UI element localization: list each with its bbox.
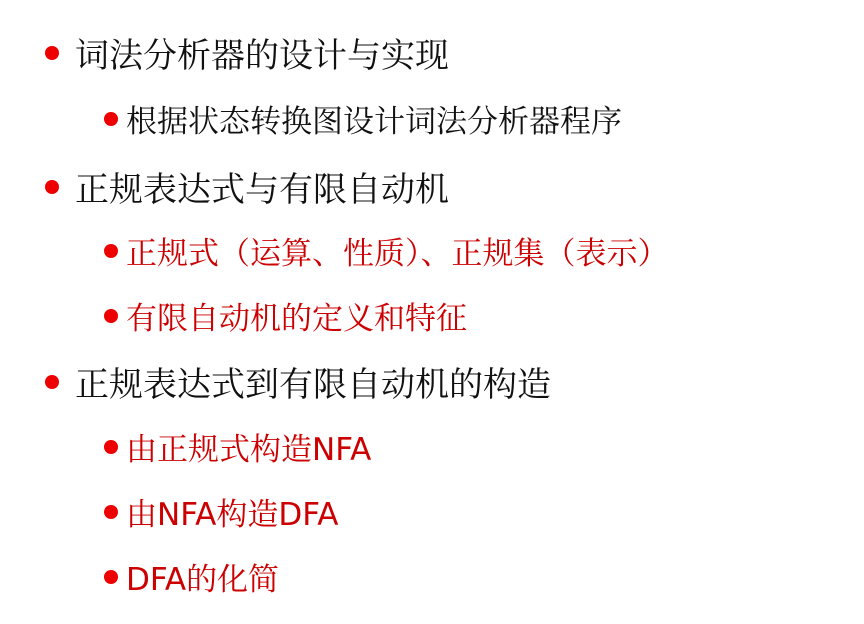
bullet-dot-icon: [45, 375, 59, 389]
bullet-dot-icon: [104, 570, 118, 584]
bullet-text: 由正规式构造NFA: [126, 432, 372, 468]
bullet-dot-icon: [104, 244, 118, 258]
bullet-dot-icon: [104, 112, 118, 126]
bullet-dot-icon: [104, 505, 118, 519]
bullet-item-regex-fa: [45, 162, 449, 211]
sub-bullet-item-dfa-minimization: [104, 554, 279, 599]
sub-bullet-item-nfa-to-dfa: [104, 489, 338, 534]
bullet-text: 正规表达式到有限自动机的构造: [75, 365, 551, 405]
bullet-text: 词法分析器的设计与实现: [75, 36, 449, 76]
bullet-dot-icon: [45, 180, 59, 194]
sub-bullet-item-regular-expressions: [104, 228, 669, 273]
sub-bullet-item-fa-definition: [104, 293, 467, 338]
bullet-text: DFA的化简: [126, 562, 280, 598]
bullet-item-regex-to-fa: [45, 357, 551, 406]
bullet-text: 由NFA构造DFA: [126, 497, 339, 533]
bullet-text: 正规表达式与有限自动机: [75, 170, 449, 210]
bullet-dot-icon: [45, 46, 59, 60]
bullet-text: 有限自动机的定义和特征: [126, 301, 467, 337]
bullet-text: 根据状态转换图设计词法分析器程序: [126, 104, 622, 140]
bullet-dot-icon: [104, 440, 118, 454]
bullet-item-lexer-design: [45, 28, 449, 77]
bullet-text: 正规式（运算、性质）、正规集（表示）: [126, 236, 669, 272]
sub-bullet-item-state-diagram: [104, 96, 622, 141]
sub-bullet-item-regex-to-nfa: [104, 424, 371, 469]
bullet-dot-icon: [104, 309, 118, 323]
